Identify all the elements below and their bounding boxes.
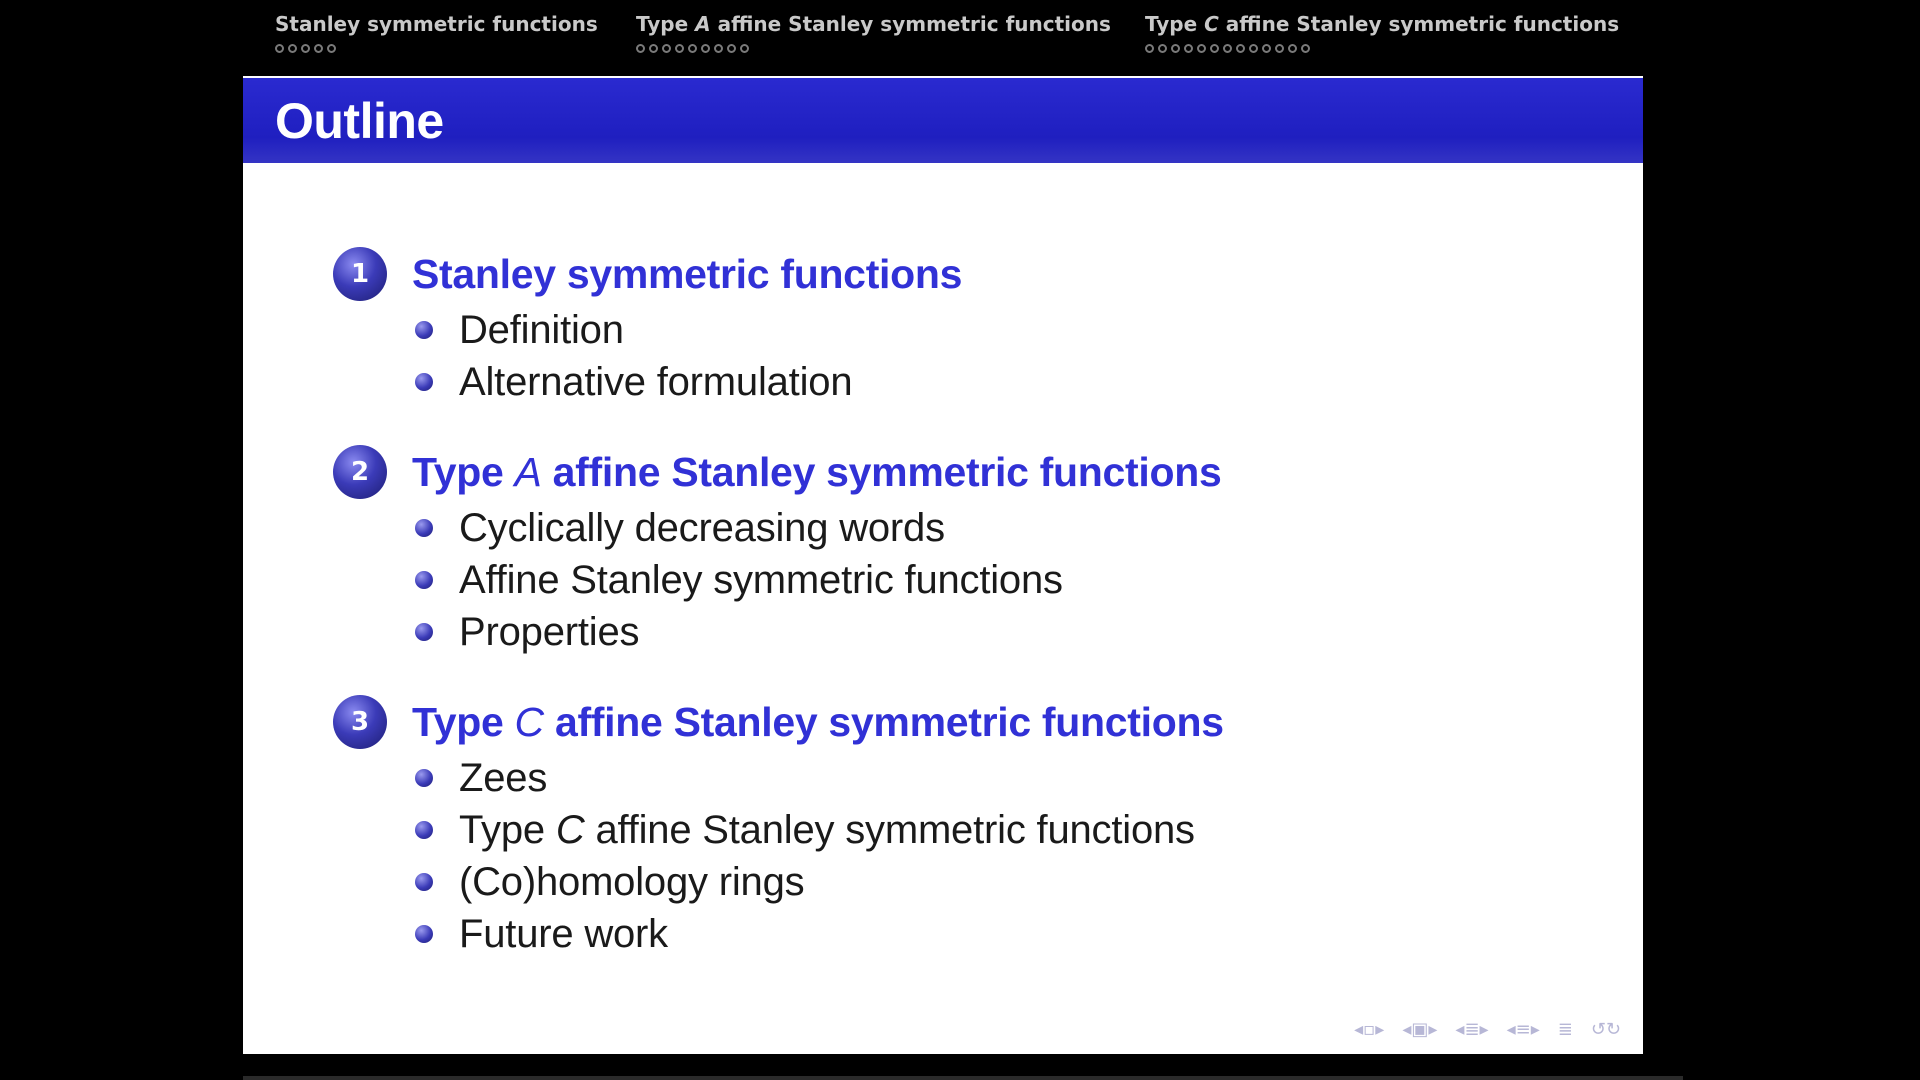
outline-section-3: [333, 692, 1533, 960]
section-number-ball: 2: [333, 445, 387, 499]
bullet-icon: [415, 873, 433, 891]
subsection-item[interactable]: [415, 856, 1533, 908]
subsection-item[interactable]: [415, 304, 1533, 356]
nav-section-label: Type C affine Stanley symmetric functions: [1145, 12, 1620, 36]
nav-frame-dot[interactable]: [327, 44, 336, 53]
bullet-icon: [415, 373, 433, 391]
nav-section-stanley[interactable]: [275, 12, 598, 53]
subsection-label: Definition: [459, 307, 624, 352]
subsection-item[interactable]: [415, 554, 1533, 606]
nav-search-icon[interactable]: ↺↻: [1590, 1019, 1621, 1040]
nav-frame-back-icon[interactable]: ◂▫▸: [1354, 1019, 1385, 1040]
nav-frame-dot[interactable]: [288, 44, 297, 53]
nav-frame-dot[interactable]: [701, 44, 710, 53]
subsection-item[interactable]: [415, 356, 1533, 408]
nav-frame-dot[interactable]: [675, 44, 684, 53]
nav-frame-dot[interactable]: [1262, 44, 1271, 53]
nav-subsection-icon[interactable]: ◂▣▸: [1402, 1019, 1438, 1040]
outline-section-1: [333, 244, 1533, 408]
nav-frame-dot[interactable]: [714, 44, 723, 53]
bullet-icon: [415, 571, 433, 589]
outline-section-2: [333, 442, 1533, 658]
section-number-ball: 3: [333, 695, 387, 749]
nav-section-label: Stanley symmetric functions: [275, 12, 598, 36]
nav-frame-dot[interactable]: [1236, 44, 1245, 53]
nav-frame-dot[interactable]: [649, 44, 658, 53]
nav-frame-dot[interactable]: [1223, 44, 1232, 53]
bullet-icon: [415, 321, 433, 339]
beamer-navigation-symbols: [1354, 1019, 1621, 1040]
nav-section-icon[interactable]: ◂≣▸: [1455, 1019, 1489, 1040]
nav-frame-dot[interactable]: [1288, 44, 1297, 53]
nav-frame-dot[interactable]: [636, 44, 645, 53]
section-title: Stanley symmetric functions: [412, 250, 963, 297]
subsection-label: Properties: [459, 609, 640, 654]
outline-section-heading[interactable]: [333, 244, 1533, 304]
nav-frame-dot[interactable]: [314, 44, 323, 53]
bullet-icon: [415, 925, 433, 943]
subsection-item[interactable]: [415, 908, 1533, 960]
nav-section-dots: [1145, 44, 1619, 53]
nav-frame-dot[interactable]: [688, 44, 697, 53]
slide: [243, 0, 1643, 1054]
subsection-label: Type C affine Stanley symmetric functions: [459, 807, 1195, 852]
nav-frame-dot[interactable]: [740, 44, 749, 53]
nav-section-type-a[interactable]: [636, 12, 1111, 53]
subsection-item[interactable]: [415, 804, 1533, 856]
frame-title-bar: [243, 78, 1643, 163]
outline-section-heading[interactable]: [333, 692, 1533, 752]
subsection-label: Zees: [459, 755, 548, 800]
nav-frame-dot[interactable]: [1275, 44, 1284, 53]
nav-frame-dot[interactable]: [1301, 44, 1310, 53]
subsection-list: [415, 752, 1533, 960]
subsection-label: Future work: [459, 911, 668, 956]
outline: [333, 244, 1533, 994]
bullet-icon: [415, 821, 433, 839]
nav-frame-dot[interactable]: [1171, 44, 1180, 53]
nav-frame-dot[interactable]: [301, 44, 310, 53]
subsection-label: Alternative formulation: [459, 359, 853, 404]
nav-frame-dot[interactable]: [727, 44, 736, 53]
nav-section-label: Type A affine Stanley symmetric functions: [636, 12, 1111, 36]
bullet-icon: [415, 769, 433, 787]
nav-section-type-c[interactable]: [1145, 12, 1619, 53]
nav-section-dots: [636, 44, 1111, 53]
subsection-item[interactable]: [415, 752, 1533, 804]
nav-frame-dot[interactable]: [1158, 44, 1167, 53]
bullet-icon: [415, 623, 433, 641]
nav-frame-dot[interactable]: [1197, 44, 1206, 53]
nav-document-icon[interactable]: ◂≡▸: [1506, 1019, 1540, 1040]
headline-navigation: [243, 0, 1643, 76]
subsection-list: [415, 304, 1533, 408]
frame-title: Outline: [275, 93, 444, 149]
subsection-label: (Co)homology rings: [459, 859, 805, 904]
subsection-list: [415, 502, 1533, 658]
bottom-strip: [243, 1076, 1683, 1080]
nav-frame-dot[interactable]: [1145, 44, 1154, 53]
nav-frame-dot[interactable]: [1210, 44, 1219, 53]
subsection-item[interactable]: [415, 502, 1533, 554]
subsection-label: Cyclically decreasing words: [459, 505, 945, 550]
subsection-item[interactable]: [415, 606, 1533, 658]
nav-appendix-icon[interactable]: ≣: [1557, 1019, 1573, 1040]
outline-section-heading[interactable]: [333, 442, 1533, 502]
section-title: Type C affine Stanley symmetric functions: [412, 698, 1224, 745]
nav-section-dots: [275, 44, 598, 53]
bullet-icon: [415, 519, 433, 537]
nav-frame-dot[interactable]: [1249, 44, 1258, 53]
nav-frame-dot[interactable]: [1184, 44, 1193, 53]
nav-frame-dot[interactable]: [275, 44, 284, 53]
nav-frame-dot[interactable]: [662, 44, 671, 53]
section-title: Type A affine Stanley symmetric functions: [412, 448, 1222, 495]
subsection-label: Affine Stanley symmetric functions: [459, 557, 1063, 602]
section-number-ball: 1: [333, 247, 387, 301]
